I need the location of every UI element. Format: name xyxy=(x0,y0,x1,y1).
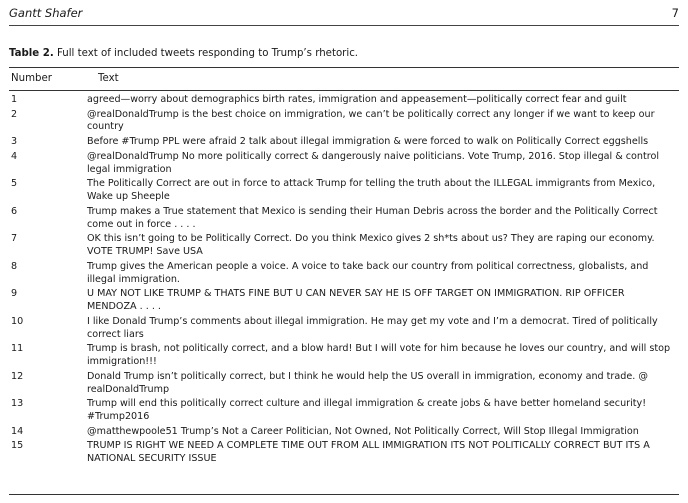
row-text: U MAY NOT LIKE TRUMP & THATS FINE BUT U CAN NEVER SAY HE IS OFF TARGET ON IMMIGRATION. RIP OFFICER MENDOZA . . . . xyxy=(87,288,625,313)
row-text: The Politically Correct are out in force to attack Trump for telling the truth about the ILLEGAL immigrants from Mexico, Wake up Sheeple xyxy=(87,178,656,203)
row-text: @realDonaldTrump is the best choice on immigration, we can’t be politically correct any longer if we want to keep our country xyxy=(87,108,655,133)
column-header-text: Text xyxy=(98,73,119,84)
row-number: 14 xyxy=(11,425,24,437)
header-rule xyxy=(9,25,679,26)
row-number: 7 xyxy=(11,233,18,245)
row-text: Trump gives the American people a voice. A voice to take back our country from political correctness, globalists, and illegal immigration. xyxy=(87,260,649,285)
table-top-rule xyxy=(9,67,679,68)
table-label: Table 2. xyxy=(9,48,54,59)
row-text: Before #Trump PPL were afraid 2 talk about illegal immigration & were forced to walk on Politically Correct eggshells xyxy=(87,136,649,148)
table-row xyxy=(0,426,688,439)
row-text: Trump is brash, not politically correct, and a blow hard! But I will vote for him because he loves our country, and will stop immigration!!! xyxy=(87,343,671,368)
table-body xyxy=(0,94,688,468)
table-row xyxy=(0,94,688,107)
table-bottom-rule xyxy=(9,494,679,495)
table-row xyxy=(0,316,688,342)
row-number: 11 xyxy=(11,343,24,355)
running-head: Gantt Shafer xyxy=(9,6,83,20)
row-text: agreed—worry about demographics birth rates, immigration and appeasement—politically correct fear and guilt xyxy=(87,94,627,105)
column-header-number: Number xyxy=(11,73,52,84)
table-row xyxy=(0,206,688,232)
table-row xyxy=(0,233,688,259)
table-row xyxy=(0,136,688,149)
page-number: 7 xyxy=(671,6,679,20)
row-text: @realDonaldTrump No more politically correct & dangerously naive politicians. Vote Trump, 2016. Stop illegal & control legal immigration xyxy=(87,150,660,175)
row-number: 4 xyxy=(11,150,18,162)
table-row xyxy=(0,178,688,204)
row-number: 13 xyxy=(11,398,24,410)
row-number: 6 xyxy=(11,205,18,217)
row-text: Trump makes a True statement that Mexico is sending their Human Debris across the border and the Politically Correct come out in force . . . . xyxy=(87,205,658,230)
table-caption-text: Full text of included tweets responding to Trump’s rhetoric. xyxy=(56,48,359,59)
row-number: 10 xyxy=(11,315,24,327)
row-text: I like Donald Trump’s comments about illegal immigration. He may get my vote and I’m a democrat. Tired of politically correct liars xyxy=(87,315,658,340)
table-row xyxy=(0,151,688,177)
row-text: Trump will end this politically correct culture and illegal immigration & create jobs & have better homeland security! #Trump2016 xyxy=(87,398,647,423)
row-number: 2 xyxy=(11,108,18,120)
table-row xyxy=(0,371,688,397)
table-row xyxy=(0,288,688,314)
row-text: Donald Trump isn’t politically correct, but I think he would help the US overall in immigration, economy and trade. @ realDonaldTrump xyxy=(87,370,648,395)
row-number: 15 xyxy=(11,440,24,452)
table-row xyxy=(0,398,688,424)
table-row xyxy=(0,109,688,135)
table-caption xyxy=(9,48,358,59)
row-number: 1 xyxy=(11,94,18,105)
row-number: 12 xyxy=(11,370,24,382)
row-text: OK this isn’t going to be Politically Correct. Do you think Mexico gives 2 sh*ts about us? They are raping our economy. VOTE TRUMP! Save USA xyxy=(87,233,655,258)
table-row xyxy=(0,343,688,369)
row-number: 9 xyxy=(11,288,18,300)
table-row xyxy=(0,440,688,466)
row-text: @matthewpoole51 Trump’s Not a Career Politician, Not Owned, Not Politically Correct, Will Stop Illegal Immigration xyxy=(87,425,639,437)
row-number: 5 xyxy=(11,178,18,190)
table-row xyxy=(0,261,688,287)
row-number: 3 xyxy=(11,136,18,148)
row-text: TRUMP IS RIGHT WE NEED A COMPLETE TIME OUT FROM ALL IMMIGRATION ITS NOT POLITICALLY CORRECT BUT ITS A NATIONAL SECURITY ISSUE xyxy=(87,440,650,465)
table-header-rule xyxy=(9,90,679,91)
row-number: 8 xyxy=(11,260,18,272)
